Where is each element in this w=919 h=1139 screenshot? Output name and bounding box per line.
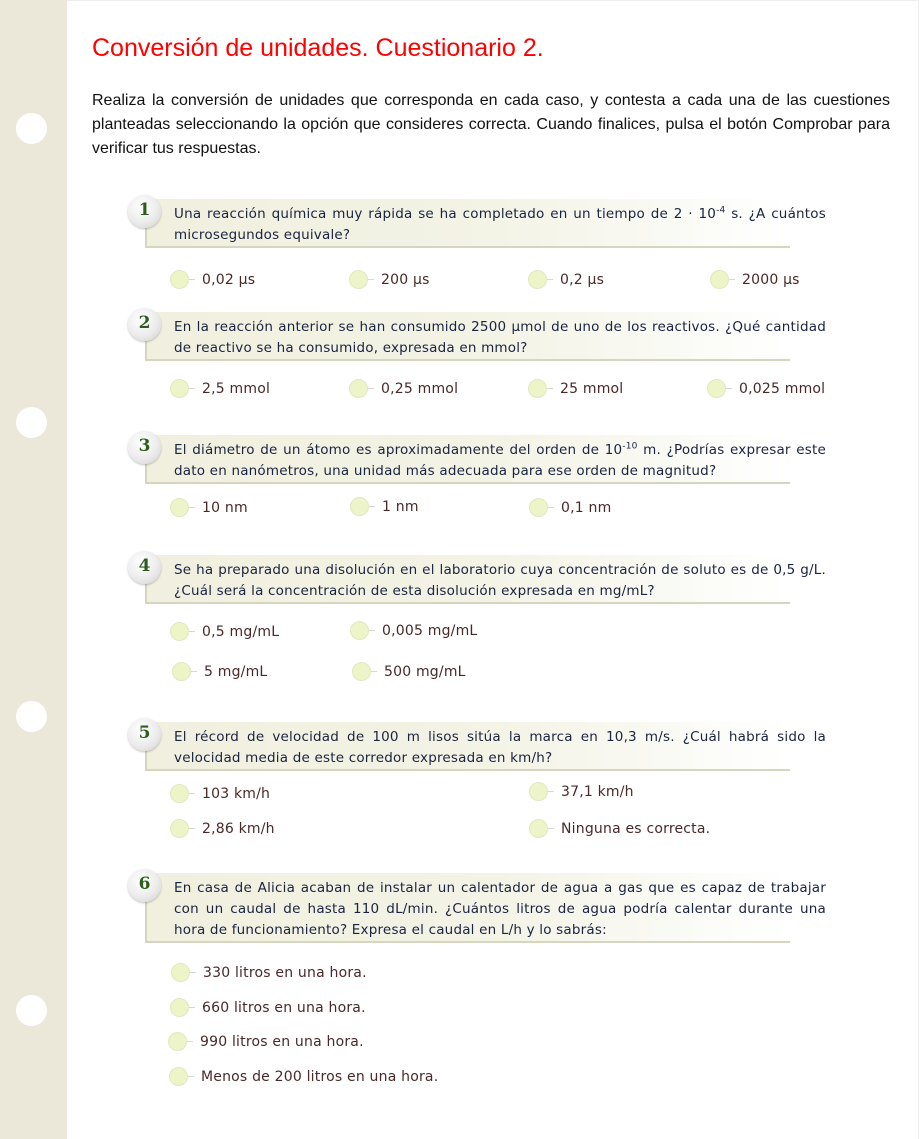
radio-button[interactable] [529,498,548,517]
radio-button[interactable] [350,497,369,516]
option-q5-c[interactable]: 2,86 km/h [170,819,275,838]
option-q4-b[interactable]: 0,005 mg/mL [350,621,477,640]
radio-button[interactable] [170,498,189,517]
radio-button[interactable] [707,379,726,398]
radio-button[interactable] [528,379,547,398]
question-5 [128,722,828,769]
question-2 [128,312,828,359]
option-q3-a[interactable]: 10 nm [170,498,248,517]
binder-hole [16,407,47,438]
radio-button[interactable] [170,784,189,803]
binder-hole [16,701,47,732]
instructions: Realiza la conversión de unidades que corresponda en cada caso, y contesta a cada una de las cuestiones planteadas seleccionando la opción que consideres correcta. Cuando finalices, pulsa el botón Comprobar para verificar tus respuestas. [92,92,890,157]
option-q6-b[interactable]: 660 litros en una hora. [170,998,366,1017]
option-q3-c[interactable]: 0,1 nm [529,498,611,517]
option-q1-a[interactable]: 0,02 μs [170,270,255,289]
option-q4-c[interactable]: 5 mg/mL [172,662,267,681]
option-q2-d[interactable]: 0,025 mmol [707,379,825,398]
radio-button[interactable] [169,1067,188,1086]
radio-button[interactable] [170,622,189,641]
question-text: Una reacción química muy rápida se ha completado en un tiempo de $2 \cdot 10^{-4}$ s. ¿A cuántos microsegundos equivale? [174,205,826,243]
question-number: 6 [128,869,161,902]
option-q6-c[interactable]: 990 litros en una hora. [168,1032,364,1051]
option-q6-a[interactable]: 330 litros en una hora. [171,963,367,982]
option-q5-a[interactable]: 103 km/h [170,784,270,803]
radio-button[interactable] [710,270,729,289]
radio-button[interactable] [528,270,547,289]
option-q2-c[interactable]: 25 mmol [528,379,623,398]
option-q1-b[interactable]: 200 μs [349,270,430,289]
radio-button[interactable] [352,662,371,681]
question-text: En casa de Alicia acaban de instalar un calentador de agua a gas que es capaz de trabajar con un caudal de hasta 110 dL/min. ¿Cuántos litros de agua podría calentar durante una hora de funcionamiento? Expresa el caudal en L/h y lo sabrás: [174,880,826,938]
option-q1-c[interactable]: 0,2 μs [528,270,604,289]
binder-hole [16,995,47,1026]
binder-hole [16,113,47,144]
option-q1-d[interactable]: 2000 μs [710,270,800,289]
binder-strip [0,0,67,1139]
question-number: 5 [128,718,161,751]
radio-button[interactable] [170,379,189,398]
question-4 [128,555,828,602]
radio-button[interactable] [349,270,368,289]
option-q2-b[interactable]: 0,25 mmol [349,379,458,398]
option-q3-b[interactable]: 1 nm [350,497,419,516]
question-number: 1 [128,195,161,228]
question-text: Se ha preparado una disolución en el laboratorio cuya concentración de soluto es de 0,5 g/L. ¿Cuál será la concentración de esta disolución expresada en mg/mL? [174,562,826,599]
question-6 [128,873,828,941]
question-text: El récord de velocidad de 100 m lisos sitúa la marca en 10,3 m/s. ¿Cuál habrá sido la velocidad media de este corredor expresada en km/h? [174,729,826,766]
option-q2-a[interactable]: 2,5 mmol [170,379,270,398]
radio-button[interactable] [170,270,189,289]
radio-button[interactable] [170,819,189,838]
radio-button[interactable] [349,379,368,398]
option-q5-d[interactable]: Ninguna es correcta. [529,819,710,838]
radio-button[interactable] [529,819,548,838]
option-q4-a[interactable]: 0,5 mg/mL [170,622,279,641]
question-text: El diámetro de un átomo es aproximadamente del orden de $10^{-10}$ m. ¿Podrías expresar este dato en nanómetros, una unidad más adecuada para ese orden de magnitud? [174,441,826,479]
question-number: 3 [128,431,161,464]
question-number: 2 [128,308,161,341]
option-q6-d[interactable]: Menos de 200 litros en una hora. [169,1067,438,1086]
radio-button[interactable] [168,1032,187,1051]
radio-button[interactable] [529,782,548,801]
option-q5-b[interactable]: 37,1 km/h [529,782,634,801]
question-1 [128,199,828,246]
radio-button[interactable] [171,963,190,982]
question-text: En la reacción anterior se han consumido 2500 μmol de uno de los reactivos. ¿Qué cantidad de reactivo se ha consumido, expresada en mmol? [174,319,826,356]
question-3 [128,435,828,482]
radio-button[interactable] [172,662,191,681]
question-number: 4 [128,551,161,584]
option-q4-d[interactable]: 500 mg/mL [352,662,466,681]
page-title: Conversión de unidades. Cuestionario 2. [92,34,544,62]
radio-button[interactable] [350,621,369,640]
radio-button[interactable] [170,998,189,1017]
